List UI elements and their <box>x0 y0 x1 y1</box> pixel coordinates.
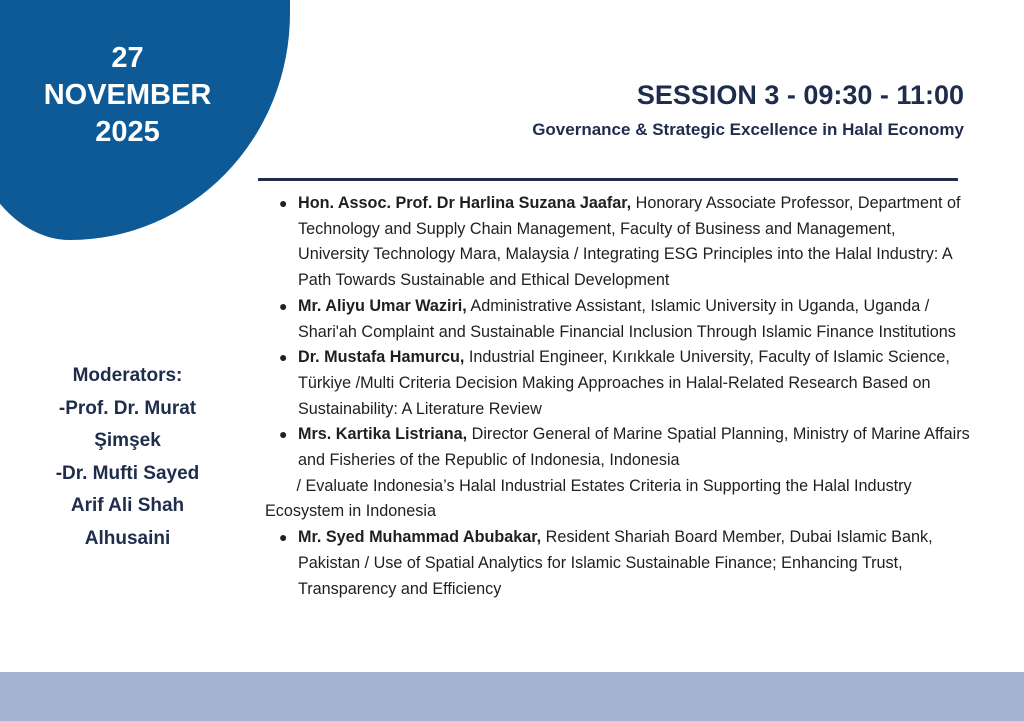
speaker-name: Mr. Syed Muhammad Abubakar, <box>298 528 542 547</box>
speaker-name: Mrs. Kartika Listriana, <box>298 425 468 444</box>
moderator-line: Arif Ali Shah <box>70 495 185 516</box>
speaker-details: Resident Shariah Board Member, Dubai Islamic Bank, Pakistan / Use of Spatial Analytics for Islamic Sustainable Finance; Enhancing Trust, Transparency and Efficiency <box>298 528 933 598</box>
speaker-item <box>265 345 970 422</box>
speaker-item <box>265 191 970 294</box>
speaker-first-part <box>265 422 970 473</box>
moderator-line: Şimşek <box>94 430 161 451</box>
speaker-details: Administrative Assistant, Islamic University in Uganda, Uganda / Shari'ah Complaint and Sustainable Financial Inclusion Through Islamic Finance Institutions <box>298 296 956 341</box>
session-title: SESSION 3 - 09:30 - 11:00 <box>636 80 964 110</box>
date-month: NOVEMBER <box>43 79 212 111</box>
moderators-heading: Moderators: <box>72 365 183 386</box>
speaker-item <box>265 525 970 602</box>
speaker-item <box>265 294 970 345</box>
divider <box>258 178 958 181</box>
speaker-name: Hon. Assoc. Prof. Dr Harlina Suzana Jaafar, <box>298 194 632 212</box>
moderator-line: -Prof. Dr. Murat <box>58 397 197 419</box>
date-day: 27 <box>111 42 144 74</box>
speaker-details: Industrial Engineer, Kırıkkale University, Faculty of Islamic Science, Türkiye /Multi Criteria Decision Making Approaches in Halal-Related Research Based on Sustainability: A Literature Review <box>298 348 950 418</box>
speaker-name: Dr. Mustafa Hamurcu, <box>298 348 465 367</box>
speaker-details: Honorary Associate Professor, Department of Technology and Supply Chain Management, Faculty of Business and Management, University Technology Mara, Malaysia / Integrating ESG Principles into the Halal Industry: A Path Towards Sustainable and Ethical Development <box>298 194 961 290</box>
bullet-icon: ● <box>279 195 288 211</box>
date-year: 2025 <box>95 116 160 148</box>
speaker-details: Director General of Marine Spatial Planning, Ministry of Marine Affairs and Fisheries of the Republic of Indonesia, Indonesia <box>298 425 970 470</box>
bullet-icon: ● <box>279 349 288 366</box>
speaker-continuation-text: / Evaluate Indonesia’s Halal Industrial Estates Criteria in Supporting the Halal Industry Ecosystem in Indonesia <box>265 476 912 521</box>
speaker-list <box>265 191 970 602</box>
moderator-line: -Dr. Mufti Sayed <box>55 462 200 484</box>
speaker-name: Mr. Aliyu Umar Waziri, <box>298 296 467 315</box>
speaker-item <box>265 422 970 525</box>
moderators-block <box>40 360 215 555</box>
session-date <box>0 40 255 151</box>
session-subtitle: Governance & Strategic Excellence in Halal Economy <box>532 120 964 139</box>
footer-band <box>0 672 1024 721</box>
bullet-icon: ● <box>279 426 288 443</box>
moderator-line: Alhusaini <box>84 527 171 549</box>
speaker-continuation <box>265 477 912 521</box>
bullet-icon: ● <box>279 529 288 546</box>
bullet-icon: ● <box>279 297 288 314</box>
